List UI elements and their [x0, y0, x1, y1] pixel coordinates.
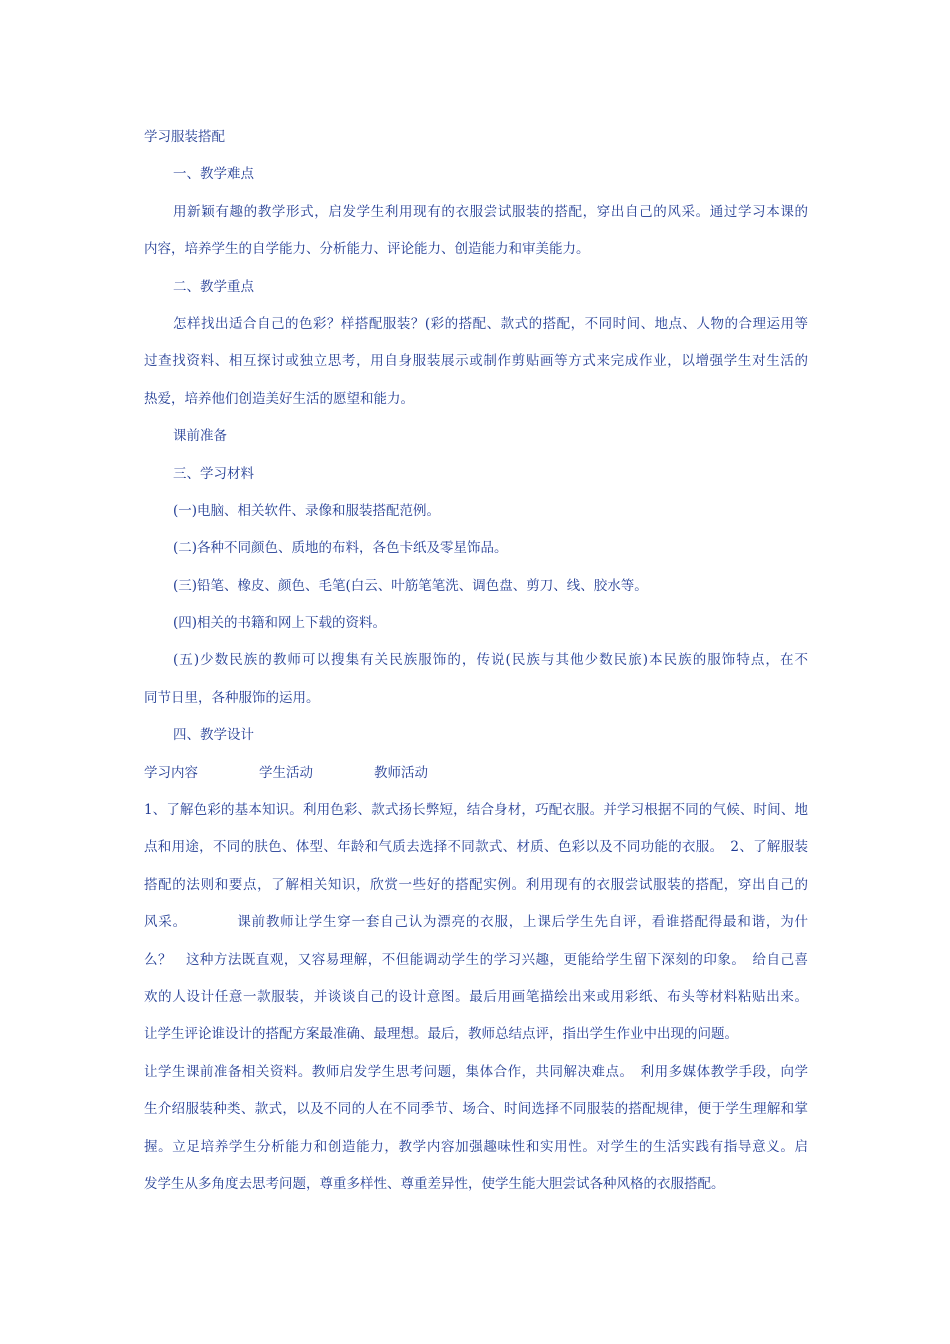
material-item: (三)铅笔、橡皮、颜色、毛笔(白云、叶筋笔笔洗、调色盘、剪刀、线、胶水等。	[173, 577, 648, 594]
paragraph-line: 过查找资料、相互探讨或独立思考，用自身服装展示或制作剪贴画等方式来完成作业，以增强学生对生活的	[144, 353, 808, 370]
material-item: (五)少数民族的教师可以搜集有关民族服饰的，传说(民族与其他少数民旅)本民族的服饰特点，在不	[173, 652, 808, 669]
material-item: (四)相关的书籍和网上下载的资料。	[173, 615, 387, 632]
section-heading-preparation: 课前准备	[173, 428, 227, 445]
section-heading-materials: 三、学习材料	[173, 465, 254, 482]
paragraph-line: 生介绍服装种类、款式，以及不同的人在不同季节、场合、时间选择不同服装的搭配规律，便于学生理解和掌	[144, 1101, 808, 1118]
document-page	[144, 122, 808, 1206]
paragraph-line: 握。立足培养学生分析能力和创造能力，教学内容加强趣味性和实用性。对学生的生活实践有指导意义。启	[144, 1138, 808, 1155]
column-headers	[144, 758, 808, 795]
paragraph-line: 点和用途，不同的肤色、体型、年龄和气质去选择不同款式、材质、色彩以及不同功能的衣服。 2、了解服装	[144, 839, 808, 856]
section-heading-difficulties: 一、教学难点	[173, 166, 254, 183]
material-item: (一)电脑、相关软件、录像和服装搭配范例。	[173, 502, 441, 519]
paragraph-line: 内容，培养学生的自学能力、分析能力、评论能力、创造能力和审美能力。	[144, 241, 590, 258]
section-heading-key-points: 二、教学重点	[173, 278, 254, 295]
paragraph-line: 用新颖有趣的教学形式，启发学生利用现有的衣服尝试服装的搭配，穿出自己的风采。通过学习本课的	[173, 203, 808, 220]
document-title: 学习服装搭配	[144, 129, 225, 145]
paragraph-line: 欢的人设计任意一款服装，并谈谈自己的设计意图。最后用画笔描绘出来或用彩纸、布头等材料粘贴出来。	[144, 988, 808, 1005]
paragraph-line: 热爱，培养他们创造美好生活的愿望和能力。	[144, 390, 414, 407]
paragraph-line: 么？ 这种方法既直观，又容易理解，不但能调动学生的学习兴趣，更能给学生留下深刻的印象。 给自己喜	[144, 951, 808, 968]
paragraph-line: 风采。 课前教师让学生穿一套自己认为漂亮的衣服，上课后学生先自评，看谁搭配得最和谐，为什	[144, 914, 808, 931]
column-header-student: 学生活动	[259, 764, 313, 781]
paragraph-line: 让学生评论谁设计的搭配方案最准确、最理想。最后，教师总结点评，指出学生作业中出现的问题。	[144, 1026, 738, 1043]
paragraph-line: 1、了解色彩的基本知识。利用色彩、款式扬长弊短，结合身材，巧配衣服。并学习根据不同的气候、时间、地	[144, 802, 808, 819]
paragraph-line: 怎样找出适合自己的色彩？样搭配服装？(彩的搭配、款式的搭配，不同时间、地点、人物的合理运用等	[173, 315, 808, 332]
paragraph-line: 让学生课前准备相关资料。教师启发学生思考问题，集体合作，共同解决难点。 利用多媒体教学手段，向学	[144, 1063, 808, 1080]
column-header-teacher: 教师活动	[374, 764, 428, 781]
section-heading-design: 四、教学设计	[173, 727, 254, 744]
paragraph-line: 搭配的法则和要点，了解相关知识，欣赏一些好的搭配实例。利用现有的衣服尝试服装的搭配，穿出自己的	[144, 876, 808, 893]
paragraph-line: 发学生从多角度去思考问题，尊重多样性、尊重差异性，使学生能大胆尝试各种风格的衣服搭配。	[144, 1175, 725, 1192]
material-item: (二)各种不同颜色、质地的布料，各色卡纸及零星饰品。	[173, 540, 508, 557]
column-header-content: 学习内容	[144, 764, 198, 781]
paragraph-line: 同节日里，各种服饰的运用。	[144, 689, 320, 706]
